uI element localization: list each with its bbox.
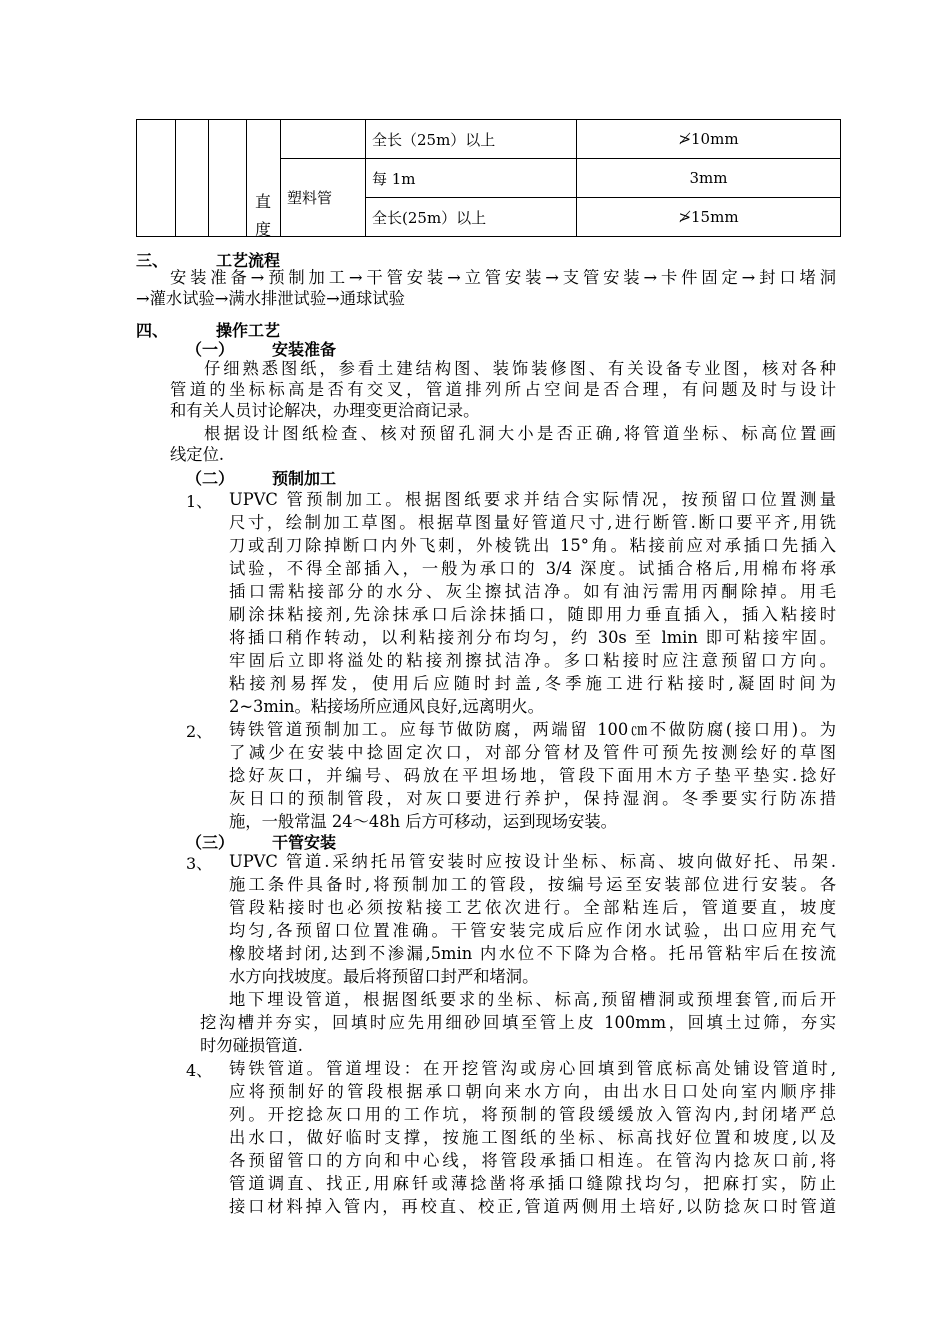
item-line: UPVC 管预制加工。根据图纸要求并结合实际情况，按预留口位置测量 xyxy=(229,490,836,509)
process-flow-line: 安装准备→预制加工→干管安装→立管安装→支管安装→卡件固定→封口堵洞 xyxy=(170,268,836,287)
subsection-number: （二） xyxy=(186,469,235,488)
table-value: 3mm xyxy=(577,159,841,198)
table-item: 全长（25m）以上 xyxy=(366,120,577,159)
subsection-number: （一） xyxy=(186,340,235,359)
item-line: 将插口稍作转动，以利粘接剂分布均匀，约 30s 至 lmin 即可粘接牢固。 xyxy=(229,628,836,647)
subsection-title: 干管安装 xyxy=(272,833,337,852)
subsection-3-heading xyxy=(186,830,337,853)
item-line: 管道调直、找正,用麻钎或薄捻凿将承插口缝隙找均匀，把麻打实，防止 xyxy=(229,1174,836,1193)
item-line: 试验，不得全部插入，一般为承口的 3/4 深度。试插合格后,用棉布将承 xyxy=(229,559,836,578)
table-value: ≯15mm xyxy=(577,198,841,237)
item-line: 管段粘接时也必须按粘接工艺依次进行。全部粘连后，管道要直，坡度 xyxy=(229,898,836,917)
item-line: 捻好灰口，并编号、码放在平坦场地，管段下面用木方子垫平垫实.捻好 xyxy=(229,766,836,785)
paragraph-line: 和有关人员讨论解决，办理变更洽商记录。 xyxy=(170,401,480,420)
subsection-title: 预制加工 xyxy=(272,469,337,488)
item-line: 灰日口的预制管段，对灰口要进行养护，保持湿润。冬季要实行防冻措 xyxy=(229,789,836,808)
paragraph-line: 管道的坐标标高是否有交叉，管道排列所占空间是否合理，有问题及时与设计 xyxy=(170,380,836,399)
item-line: 接口材料掉入管内，再校直、校正,管道两侧用土培好,以防捻灰口时管道 xyxy=(229,1197,836,1216)
table-empty-cell xyxy=(137,120,176,237)
paragraph-line: 根据设计图纸检查、核对预留孔洞大小是否正确,将管道坐标、标高位置画 xyxy=(204,424,836,443)
item-line: 牢固后立即将溢处的粘接剂擦拭洁净。多口粘接时应注意预留口方向。 xyxy=(229,651,836,670)
table-item: 全长(25m）以上 xyxy=(366,198,577,237)
table-material: 塑料管 xyxy=(281,159,366,237)
paragraph-line: 仔细熟悉图纸，参看土建结构图、装饰装修图、有关设备专业图，核对各种 xyxy=(204,359,836,378)
item-line: 均匀,各预留口位置准确。干管安装完成后应作闭水试验，出口应用充气 xyxy=(229,921,836,940)
item-line: 各预留管口的方向和中心线，将管段承插口相连。在管沟内捻灰口前,将 xyxy=(229,1151,836,1170)
table-category-label: 直度 xyxy=(255,192,272,239)
section-4-heading xyxy=(136,318,281,341)
subsection-title: 安装准备 xyxy=(272,340,337,359)
item-line: 出水口，做好临时支撑，按施工图纸的坐标、标高找好位置和坡度,以及 xyxy=(229,1128,836,1147)
item-number: 3、 xyxy=(186,854,213,873)
item-line: 2~3min。粘接场所应通风良好,远离明火。 xyxy=(229,697,544,716)
item-number: 2、 xyxy=(186,722,213,741)
section-number: 三、 xyxy=(136,251,169,270)
paragraph-line: 地下埋设管道，根据图纸要求的坐标、标高,预留槽洞或预埋套管,而后开 xyxy=(229,990,836,1009)
item-line: 刀或刮刀除掉断口内外飞刺，外棱铣出 15°角。粘接前应对承插口先插入 xyxy=(229,536,836,555)
item-line: 粘接剂易挥发，使用后应随时封盖,冬季施工进行粘接时,凝固时间为 xyxy=(229,674,836,693)
item-line: 应将预制好的管段根据承口朝向来水方向，由出水日口处向室内顺序排 xyxy=(229,1082,836,1101)
table-empty-cell xyxy=(209,120,247,237)
paragraph-line: 挖沟槽并夯实，回填时应先用细砂回填至管上皮 100mm，回填土过筛，夯实 xyxy=(200,1013,836,1032)
subsection-2-heading xyxy=(186,466,337,489)
section-title: 操作工艺 xyxy=(216,321,281,340)
item-line: 插口需粘接部分的水分、灰尘擦拭洁净。如有油污需用丙酮除掉。用毛 xyxy=(229,582,836,601)
section-title: 工艺流程 xyxy=(216,251,281,270)
item-line: 铸铁管道。管道埋设：在开挖管沟或房心回填到管底标高处铺设管道时, xyxy=(229,1059,836,1078)
straightness-table xyxy=(136,119,841,237)
subsection-number: （三） xyxy=(186,833,235,852)
section-number: 四、 xyxy=(136,321,169,340)
paragraph-line: 线定位. xyxy=(170,445,225,464)
item-line: 橡胶堵封闭,达到不渗漏,5min 内水位不下降为合格。托吊管粘牢后在按流 xyxy=(229,944,836,963)
item-number: 1、 xyxy=(186,492,213,511)
table-empty-cell xyxy=(176,120,209,237)
item-line: 施，一般常温 24～48h 后方可移动，运到现场安装。 xyxy=(229,812,617,831)
subsection-1-heading xyxy=(186,337,337,360)
item-line: 水方向找坡度。最后将预留口封严和堵洞。 xyxy=(229,967,539,986)
table-item: 每 1m xyxy=(366,159,577,198)
paragraph-line: 时勿碰损管道. xyxy=(200,1036,303,1055)
item-line: 尺寸，绘制加工草图。根据草图量好管道尺寸,进行断管.断口要平齐,用铣 xyxy=(229,513,836,532)
item-line: 列。开挖捻灰口用的工作坑，将预制的管段缓缓放入管沟内,封闭堵严总 xyxy=(229,1105,836,1124)
process-flow-line: →灌水试验→满水排泄试验→通球试验 xyxy=(136,289,405,308)
item-line: 铸铁管道预制加工。应每节做防腐，两端留 100㎝不做防腐(接口用)。为 xyxy=(229,720,836,739)
table-value: ≯10mm xyxy=(577,120,841,159)
table-empty-cell xyxy=(281,120,366,159)
item-line: 了减少在安装中捻固定次口，对部分管材及管件可预先按测绘好的草图 xyxy=(229,743,836,762)
item-line: 刷涂抹粘接剂,先涂抹承口后涂抹插口，随即用力垂直插入，插入粘接时 xyxy=(229,605,836,624)
item-line: UPVC 管道.采纳托吊管安装时应按设计坐标、标高、坡向做好托、吊架. xyxy=(229,852,836,871)
item-number: 4、 xyxy=(186,1061,213,1080)
item-line: 施工条件具备时,将预制加工的管段，按编号运至安装部位进行安装。各 xyxy=(229,875,836,894)
section-3-heading xyxy=(136,248,281,271)
